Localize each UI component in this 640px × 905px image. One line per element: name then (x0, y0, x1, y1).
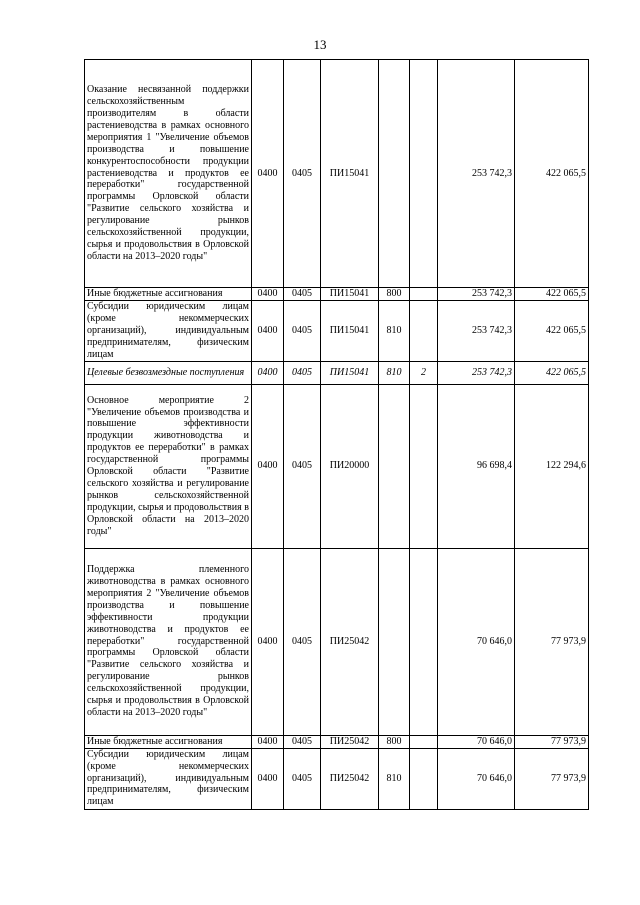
section-code: 0405 (284, 384, 321, 548)
income-code (410, 60, 438, 288)
target-article-code: ПИ15041 (321, 361, 379, 384)
amount-1: 253 742,3 (438, 288, 515, 301)
ministry-code: 0400 (252, 384, 284, 548)
income-code: 2 (410, 361, 438, 384)
row-name: Субсидии юридическим лицам (кроме некоммерческих организаций), индивидуальным предпринимателям, физическим лицам (85, 748, 252, 809)
amount-1: 253 742,3 (438, 361, 515, 384)
target-article-code: ПИ15041 (321, 288, 379, 301)
income-code (410, 384, 438, 548)
expense-type-code: 810 (379, 361, 410, 384)
row-name: Субсидии юридическим лицам (кроме некоммерческих организаций), индивидуальным предпринимателям, физическим лицам (85, 301, 252, 362)
income-code (410, 548, 438, 735)
amount-2: 422 065,5 (515, 288, 589, 301)
table-row (85, 301, 589, 362)
section-code: 0405 (284, 288, 321, 301)
income-code (410, 735, 438, 748)
table-row (85, 60, 589, 288)
table-row (85, 735, 589, 748)
ministry-code: 0400 (252, 60, 284, 288)
ministry-code: 0400 (252, 301, 284, 362)
expense-type-code: 810 (379, 748, 410, 809)
amount-1: 253 742,3 (438, 301, 515, 362)
ministry-code: 0400 (252, 361, 284, 384)
expense-type-code: 800 (379, 735, 410, 748)
income-code (410, 301, 438, 362)
amount-2: 422 065,5 (515, 361, 589, 384)
budget-table (84, 59, 589, 810)
amount-1: 70 646,0 (438, 748, 515, 809)
amount-2: 77 973,9 (515, 548, 589, 735)
table-row (85, 548, 589, 735)
section-code: 0405 (284, 548, 321, 735)
ministry-code: 0400 (252, 735, 284, 748)
income-code (410, 748, 438, 809)
section-code: 0405 (284, 735, 321, 748)
row-name: Основное мероприятие 2 "Увеличение объемов производства и повышение эффективности продукции животноводства и продуктов ее переработки" в рамках государственной программы Орловской области "Развитие сельского хозяйства и регулирование рынков сельскохозяйственной продукции, сырья и продовольствия в Орловской области на 2013–2020 годы" (85, 384, 252, 548)
row-name: Оказание несвязанной поддержки сельскохозяйственным производителям в области растениеводства в рамках основного мероприятия 1 "Увеличение объемов производства и повышение конкурентоспособности продукции растениеводства и продуктов ее переработки" государственной программы Орловской области "Развитие сельского хозяйства и регулирование рынков сельскохозяйственной продукции, сырья и продовольствия в Орловской области на 2013–2020 годы" (85, 60, 252, 288)
table-row (85, 361, 589, 384)
section-code: 0405 (284, 361, 321, 384)
expense-type-code: 810 (379, 301, 410, 362)
amount-1: 70 646,0 (438, 548, 515, 735)
table-row (85, 748, 589, 809)
table-row (85, 384, 589, 548)
row-name: Иные бюджетные ассигнования (85, 288, 252, 301)
ministry-code: 0400 (252, 548, 284, 735)
target-article-code: ПИ15041 (321, 60, 379, 288)
expense-type-code (379, 548, 410, 735)
target-article-code: ПИ25042 (321, 748, 379, 809)
ministry-code: 0400 (252, 288, 284, 301)
amount-2: 77 973,9 (515, 748, 589, 809)
table-row (85, 288, 589, 301)
ministry-code: 0400 (252, 748, 284, 809)
expense-type-code: 800 (379, 288, 410, 301)
section-code: 0405 (284, 301, 321, 362)
amount-2: 77 973,9 (515, 735, 589, 748)
target-article-code: ПИ25042 (321, 735, 379, 748)
target-article-code: ПИ20000 (321, 384, 379, 548)
expense-type-code (379, 60, 410, 288)
amount-1: 70 646,0 (438, 735, 515, 748)
amount-1: 253 742,3 (438, 60, 515, 288)
section-code: 0405 (284, 748, 321, 809)
expense-type-code (379, 384, 410, 548)
amount-2: 422 065,5 (515, 301, 589, 362)
page-number: 13 (313, 37, 327, 52)
income-code (410, 288, 438, 301)
amount-2: 122 294,6 (515, 384, 589, 548)
amount-2: 422 065,5 (515, 60, 589, 288)
amount-1: 96 698,4 (438, 384, 515, 548)
row-name: Целевые безвозмездные поступления (85, 361, 252, 384)
section-code: 0405 (284, 60, 321, 288)
target-article-code: ПИ15041 (321, 301, 379, 362)
target-article-code: ПИ25042 (321, 548, 379, 735)
row-name: Поддержка племенного животноводства в рамках основного мероприятия 2 "Увеличение объемов производства и повышение эффективности продукции животноводства и продуктов ее переработки" государственной программы Орловской области "Развитие сельского хозяйства и регулирование рынков сельскохозяйственной продукции, сырья и продовольствия в Орловской области на 2013–2020 годы" (85, 548, 252, 735)
row-name: Иные бюджетные ассигнования (85, 735, 252, 748)
